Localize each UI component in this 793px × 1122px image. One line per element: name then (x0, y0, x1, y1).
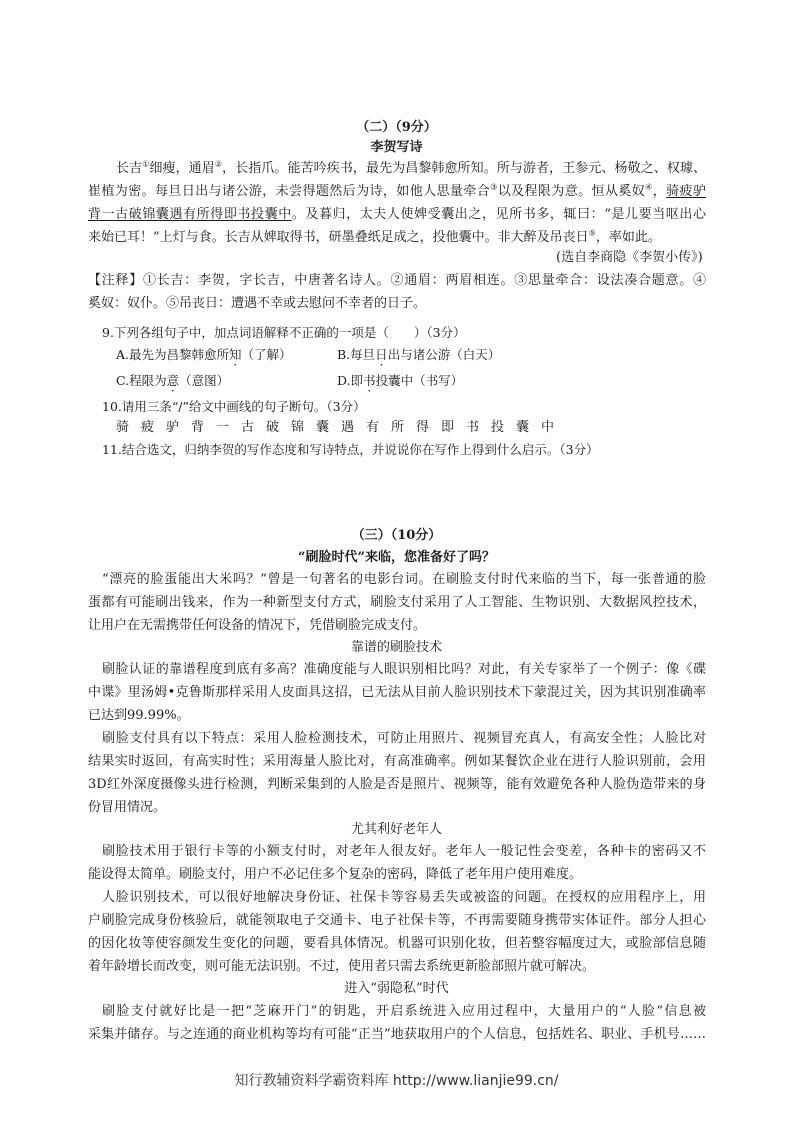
subheading-2: 尤其利好老年人 (350, 822, 442, 837)
para-3-line-1: 刷脸支付具有以下特点：采用人脸检测技术，可防止用照片、视频冒充真人，有高安全性；人脸比对 (102, 731, 706, 746)
para-2-line-2: 中谍》里汤姆•克鲁斯那样采用人皮面具这招，已无法从目前人脸识别技术下蒙混过关，因为其识别准确率 (88, 685, 706, 700)
question-9-option-a: A.最先为昌黎韩愈所知（了解） (116, 347, 292, 362)
para-3-line-3: 3D红外深度摄像头进行检测，判断采集到的人脸是否是照片、视频等，能有效避免各种人脸伪造带来的身 (88, 777, 706, 792)
annotation-line-2: 奚奴：奴仆。⑤吊丧日：遭遇不幸或去慰问不幸者的日子。 (88, 296, 427, 311)
underlined-sentence-end: 背一古破锦囊遇有所得即书投囊中 (88, 207, 292, 222)
para-1-line-1: “漂亮的脸蛋能出大米吗？”曾是一句著名的电影台词。在刷脸支付时代来临的当下，每一张普通的脸 (102, 572, 706, 587)
passage-line-3: 背一古破锦囊遇有所得即书投囊中。及暮归，太夫人使婢受囊出之，见所书多，辄曰：“是儿要当呕出心 (88, 207, 706, 222)
para-2-line-1: 刷脸认证的靠谱程度到底有多高？准确度能与人眼识别相比吗？对此，有关专家举了一个例子：像《碟 (102, 662, 706, 677)
para-1-line-2: 蛋都有可能刷出钱来，作为一种新型支付方式，刷脸支付采用了人工智能、生物识别、大数据风控技术， (88, 595, 706, 610)
para-1-line-3: 让用户在无需携带任何设备的情况下，凭借刷脸完成支付。 (88, 618, 427, 633)
passage-line-4: 来始已耳！”上灯与食。长吉从婢取得书，研墨叠纸足成之，投他囊中。非大醉及吊丧日⑤，率如此。 (88, 228, 661, 245)
para-5-line-3: 的因化妆等使容颜发生变化的问题，要看具体情况。机器可识别化妆，但若整容幅度过大，或脸部信息随 (88, 936, 706, 951)
para-6-line-2: 采集并储存。与之连通的商业机构等均有可能“正当”地获取用户的个人信息，包括姓名、职业、手机号…… (88, 1027, 706, 1042)
annotation-line-1: 【注释】①长吉：李贺，字长吉，中唐著名诗人。②通眉：两眉相连。③思量牵合：设法凑合题意。④ (88, 273, 706, 288)
question-10-sequence: 骑疲驴背一古破锦囊遇有所得即书投囊中 (116, 420, 567, 435)
para-5-line-1: 人脸识别技术，可以很好地解决身份证、社保卡等容易丢失或被盗的问题。在授权的应用程序上，用 (102, 890, 706, 905)
footer-watermark: 知行教辅资料学霸资料库 http://www.lianjie99.cn/ (234, 1073, 559, 1089)
question-9-option-b: B.每旦日出与诸公游（白天） (337, 347, 501, 362)
passage-source: (选自李商隐《李贺小传》) (556, 250, 703, 265)
para-2-line-3: 已达到99.99%。 (88, 708, 190, 723)
underlined-sentence-start: 骑疲驴 (666, 184, 706, 199)
section-3-header: （三）（10分） (351, 528, 442, 543)
section-2-header: （二）（9分） (356, 120, 437, 135)
para-4-line-1: 刷脸技术用于银行卡等的小额支付时，对老年人很友好。老年人一般记性会变差，各种卡的密码又不 (102, 844, 706, 859)
passage-line-1: 长吉①细瘦，通眉②，长指爪。能苦吟疾书，最先为昌黎韩愈所知。所与游者，王参元、杨敬之、权璩、 (116, 159, 706, 176)
section-2-title: 李贺写诗 (370, 140, 423, 155)
question-10: 10.请用三条“/”给文中画线的句子断句。（3分） (102, 399, 366, 414)
subheading-1: 靠谱的刷脸技术 (350, 640, 442, 655)
question-9: 9.下列各组句子中，加点词语解释不正确的一项是（ ）（3分） (102, 325, 466, 340)
passage-line-2: 崔植为密。每旦日出与诸公游，未尝得题然后为诗，如他人思量牵合③以及程限为意。恒从奚奴④，骑疲驴 (88, 182, 706, 199)
question-9-option-c: C.程限为意（意图） (116, 373, 230, 388)
para-3-line-4: 份冒用情况。 (88, 800, 167, 815)
question-11: 11.结合选文，归纳李贺的写作态度和写诗特点，并说说你在写作上得到什么启示。（3分） (102, 442, 599, 457)
section-3-title: “刷脸时代”来临，您准备好了吗？ (298, 550, 495, 565)
para-4-line-2: 能设得太简单。刷脸支付，用户不必记住多个复杂的密码，降低了老年用户使用难度。 (88, 867, 583, 882)
subheading-3: 进入“弱隐私”时代 (344, 981, 449, 996)
para-6-line-1: 刷脸支付就好比是一把“芝麻开门”的钥匙，开启系统进入应用过程中，大量用户的“人脸”信息被 (102, 1004, 706, 1019)
question-9-option-d: D.即书投囊中（书写） (337, 373, 464, 388)
para-5-line-4: 着年龄增长而改变，则可能无法识别。不过，使用者只需去系统更新脸部照片就可解决。 (88, 959, 596, 974)
para-3-line-2: 结果实时返回，有高实时性；采用海量人脸比对，有高准确率。例如某餐饮企业在进行人脸识别前，会用 (88, 754, 706, 769)
para-5-line-2: 户刷脸完成身份核验后，就能领取电子交通卡、电子社保卡等，不再需要随身携带实体证件。部分人担心 (88, 913, 706, 928)
